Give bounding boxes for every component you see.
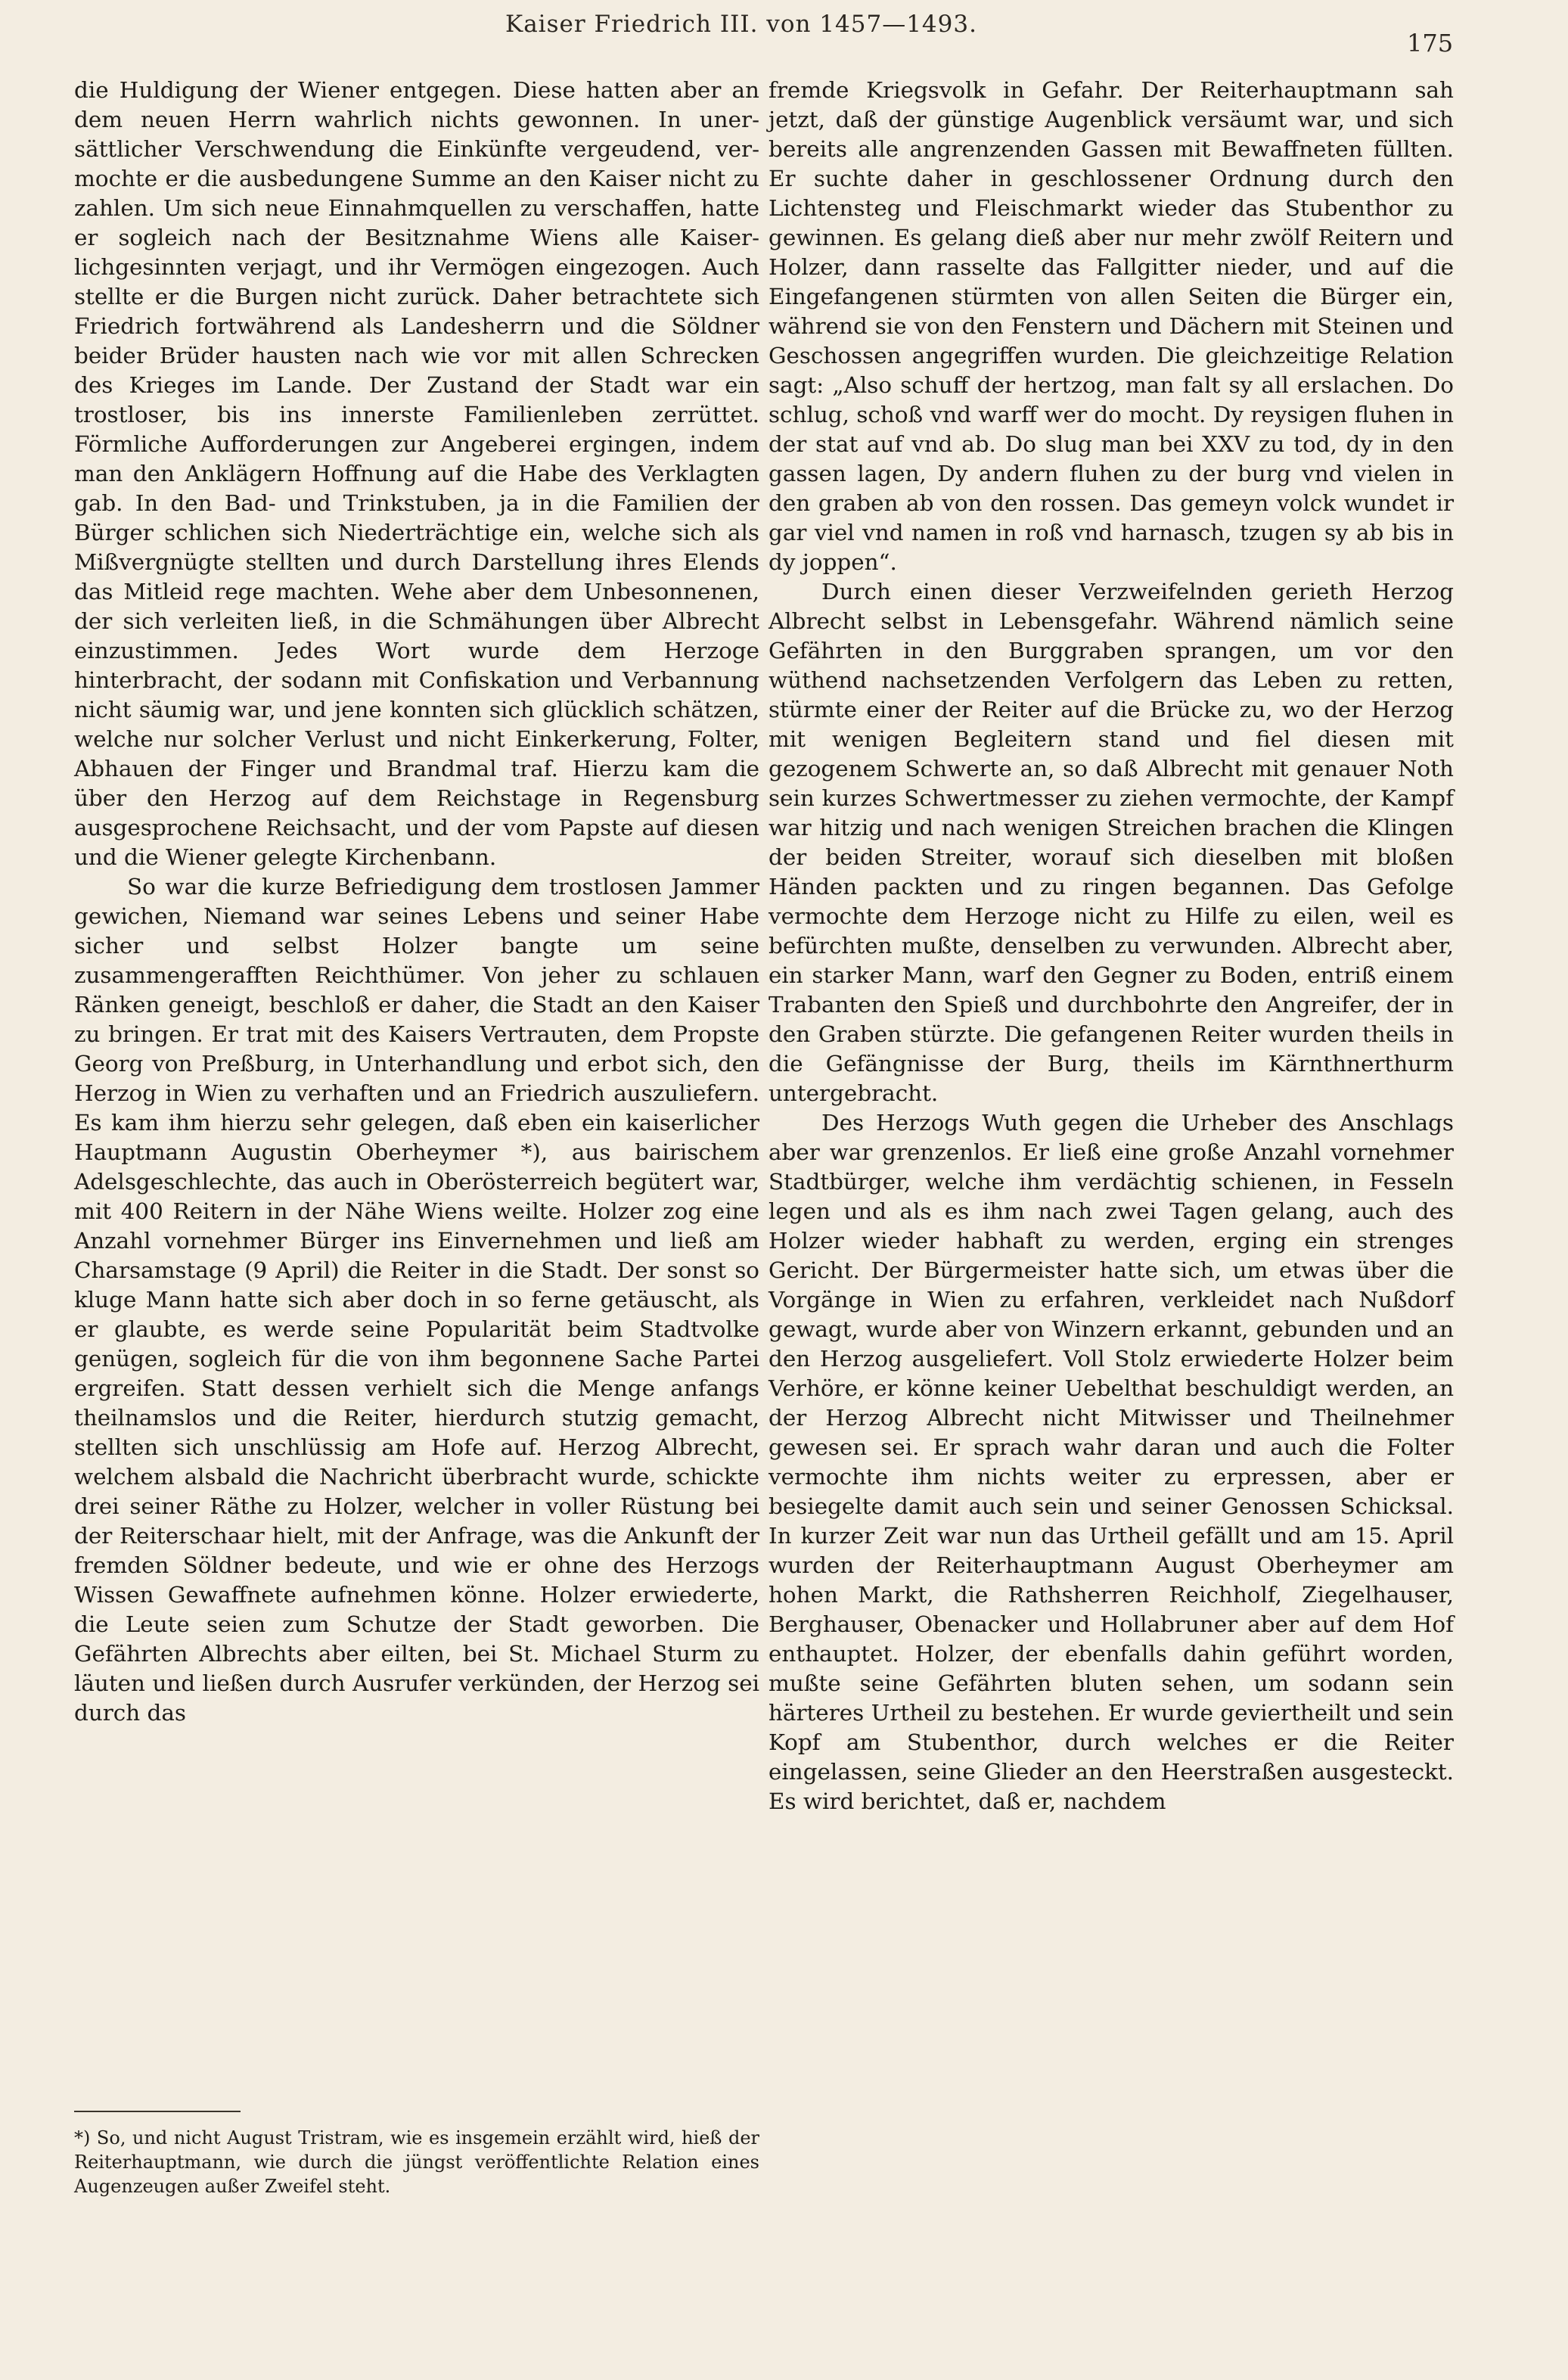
right-paragraph-1: fremde Kriegsvolk in Gefahr. Der Reiterhauptmann sah jetzt, daß der günstige Augenblick versäumt war, und sich bereits alle angrenzenden Gassen mit Bewaffneten füllten. Er suchte daher in geschlossener Ordnung durch den Lichtensteg und Fleischmarkt wieder das Stubenthor zu gewinnen. Es gelang dieß aber nur mehr zwölf Reitern und Holzer, dann rasselte das Fallgitter nieder, und auf die Eingefangenen stürmten von allen Seiten die Bürger ein, während sie von den Fenstern und Dächern mit Steinen und Geschossen angegriffen wurden. Die gleichzeitige Relation sagt: „Also schuff der hertzog, man falt sy all erslachen. Do schlug, schoß vnd warff wer do mocht. Dy reysigen fluhen in der stat auf vnd ab. Do slug man bei XXV zu tod, dy in den gassen lagen, Dy andern fluhen zu der burg vnd vielen in den graben ab von den rossen. Das gemeyn volck wundet ir gar viel vnd namen in roß vnd harnasch, tzugen sy ab bis in dy joppen“. — [768, 77, 1454, 575]
left-paragraph-1: die Huldigung der Wiener entgegen. Diese hatten aber an dem neuen Herrn wahrlich nichts gewonnen. In unersättlicher Verschwendung die Einkünfte vergeudend, vermochte er die ausbedungene Summe an den Kaiser nicht zu zahlen. Um sich neue Einnahmquellen zu verschaffen, hatte er sogleich nach der Besitznahme Wiens alle Kaiserlichgesinnten verjagt, und ihr Vermögen eingezogen. Auch stellte er die Burgen nicht zurück. Daher betrachtete sich Friedrich fortwährend als Landesherrn und die Söldner beider Brüder hausten nach wie vor mit allen Schrecken des Krieges im Lande. Der Zustand der Stadt war ein trostloser, bis ins innerste Familienleben zerrüttet. Förmliche Aufforderungen zur Angeberei ergingen, indem man den Anklägern Hoffnung auf die Habe des Verklagten gab. In den Bad- und Trinkstuben, ja in die Familien der Bürger schlichen sich Niederträchtige ein, welche sich als Mißvergnügte stellten und durch Darstellung ihres Elends das Mitleid rege machten. Wehe aber dem Unbesonnenen, der sich verleiten ließ, in die Schmähungen über Albrecht einzustimmen. Jedes Wort wurde dem Herzoge hinterbracht, der sodann mit Confiskation und Verbannung nicht säumig war, und jene konnten sich glücklich schätzen, welche nur solcher Verlust und nicht Einkerkerung, Folter, Abhauen der Finger und Brandmal traf. Hierzu kam die über den Herzog auf dem Reichstage in Regensburg ausgesprochene Reichsacht, und der vom Papste auf diesen und die Wiener gelegte Kirchenbann. — [74, 77, 759, 870]
footnote: *) So, und nicht August Tristram, wie es insgemein erzählt wird, hieß der Reiterhauptmann, wie durch die jüngst veröffentlichte Relation eines Augenzeugen außer Zweifel steht. — [74, 2127, 759, 2197]
right-paragraph-2: Durch einen dieser Verzweifelnden gerieth Herzog Albrecht selbst in Lebensgefahr. Während nämlich seine Gefährten in den Burggraben sprangen, um vor den wüthend nachsetzenden Verfolgern das Leben zu retten, stürmte einer der Reiter auf die Brücke zu, wo der Herzog mit wenigen Begleitern stand und fiel diesen mit gezogenem Schwerte an, so daß Albrecht mit genauer Noth sein kurzes Schwertmesser zu ziehen vermochte, der Kampf war hitzig und nach wenigen Streichen brachen die Klingen der beiden Streiter, worauf sich dieselben mit bloßen Händen packten und zu ringen begannen. Das Gefolge vermochte dem Herzoge nicht zu Hilfe zu eilen, weil es befürchten mußte, denselben zu verwunden. Albrecht aber, ein starker Mann, warf den Gegner zu Boden, entriß einem Trabanten den Spieß und durchbohrte den Angreifer, der in den Graben stürzte. Die gefangenen Reiter wurden theils in die Gefängnisse der Burg, theils im Kärnthnerthurm untergebracht. — [768, 579, 1454, 1106]
running-title: Kaiser Friedrich III. von 1457—1493. — [505, 11, 977, 38]
left-paragraph-2: So war die kurze Befriedigung dem trostlosen Jammer gewichen, Niemand war seines Lebens und seiner Habe sicher und selbst Holzer bangte um seine zusammengerafften Reichthümer. Von jeher zu schlauen Ränken geneigt, beschloß er daher, die Stadt an den Kaiser zu bringen. Er trat mit des Kaisers Vertrauten, dem Propste Georg von Preßburg, in Unterhandlung und erbot sich, den Herzog in Wien zu verhaften und an Friedrich auszuliefern. Es kam ihm hierzu sehr gelegen, daß eben ein kaiserlicher Hauptmann Augustin Oberheymer *), aus bairischem Adelsgeschlechte, das auch in Oberösterreich begütert war, mit 400 Reitern in der Nähe Wiens weilte. Holzer zog eine Anzahl vornehmer Bürger ins Einvernehmen und ließ am Charsamstage (9 April) die Reiter in die Stadt. Der sonst so kluge Mann hatte sich aber doch in so ferne getäuscht, als er glaubte, es werde seine Popularität beim Stadtvolke genügen, sogleich für die von ihm begonnene Sache Partei ergreifen. Statt dessen verhielt sich die Menge anfangs theilnamslos und die Reiter, hierdurch stutzig gemacht, stellten sich unschlüssig am Hofe auf. Herzog Albrecht, welchem alsbald die Nachricht überbracht wurde, schickte drei seiner Räthe zu Holzer, welcher in voller Rüstung bei der Reiterschaar hielt, mit der Anfrage, was die Ankunft der fremden Söldner bedeute, und wie er ohne des Herzogs Wissen Gewaffnete aufnehmen könne. Holzer erwiederte, die Leute seien zum Schutze der Stadt geworben. Die Gefährten Albrechts aber eilten, bei St. Michael Sturm zu läuten und ließen durch Ausrufer verkünden, der Herzog sei durch das — [74, 874, 759, 1726]
page-number: 175 — [1407, 29, 1454, 57]
right-paragraph-3: Des Herzogs Wuth gegen die Urheber des Anschlags aber war grenzenlos. Er ließ eine große Anzahl vornehmer Stadtbürger, welche ihm verdächtig schienen, in Fesseln legen und als es ihm nach zwei Tagen gelang, auch des Holzer wieder habhaft zu werden, erging ein strenges Gericht. Der Bürgermeister hatte sich, um etwas über die Vorgänge in Wien zu erfahren, verkleidet nach Nußdorf gewagt, wurde aber von Winzern erkannt, gebunden und an den Herzog ausgeliefert. Voll Stolz erwiederte Holzer beim Verhöre, er könne keiner Uebelthat beschuldigt werden, an der Herzog Albrecht nicht Mitwisser und Theilnehmer gewesen sei. Er sprach wahr daran und auch die Folter vermochte ihm nichts weiter zu erpressen, aber er besiegelte damit auch sein und seiner Genossen Schicksal. In kurzer Zeit war nun das Urtheil gefällt und am 15. April wurden der Reiterhauptmann August Oberheymer am hohen Markt, die Rathsherren Reichholf, Ziegelhauser, Berghauser, Obenacker und Hollabruner aber auf dem Hof enthauptet. Holzer, der ebenfalls dahin geführt worden, mußte seine Gefährten bluten sehen, um sodann sein härteres Urtheil zu bestehen. Er wurde geviertheilt und sein Kopf am Stubenthor, durch welches er die Reiter eingelassen, seine Glieder an den Heerstraßen ausgesteckt. Es wird berichtet, daß er, nachdem — [768, 1110, 1454, 1814]
left-column — [74, 76, 759, 1728]
right-column — [768, 76, 1454, 1816]
footnote-rule — [74, 2111, 241, 2112]
